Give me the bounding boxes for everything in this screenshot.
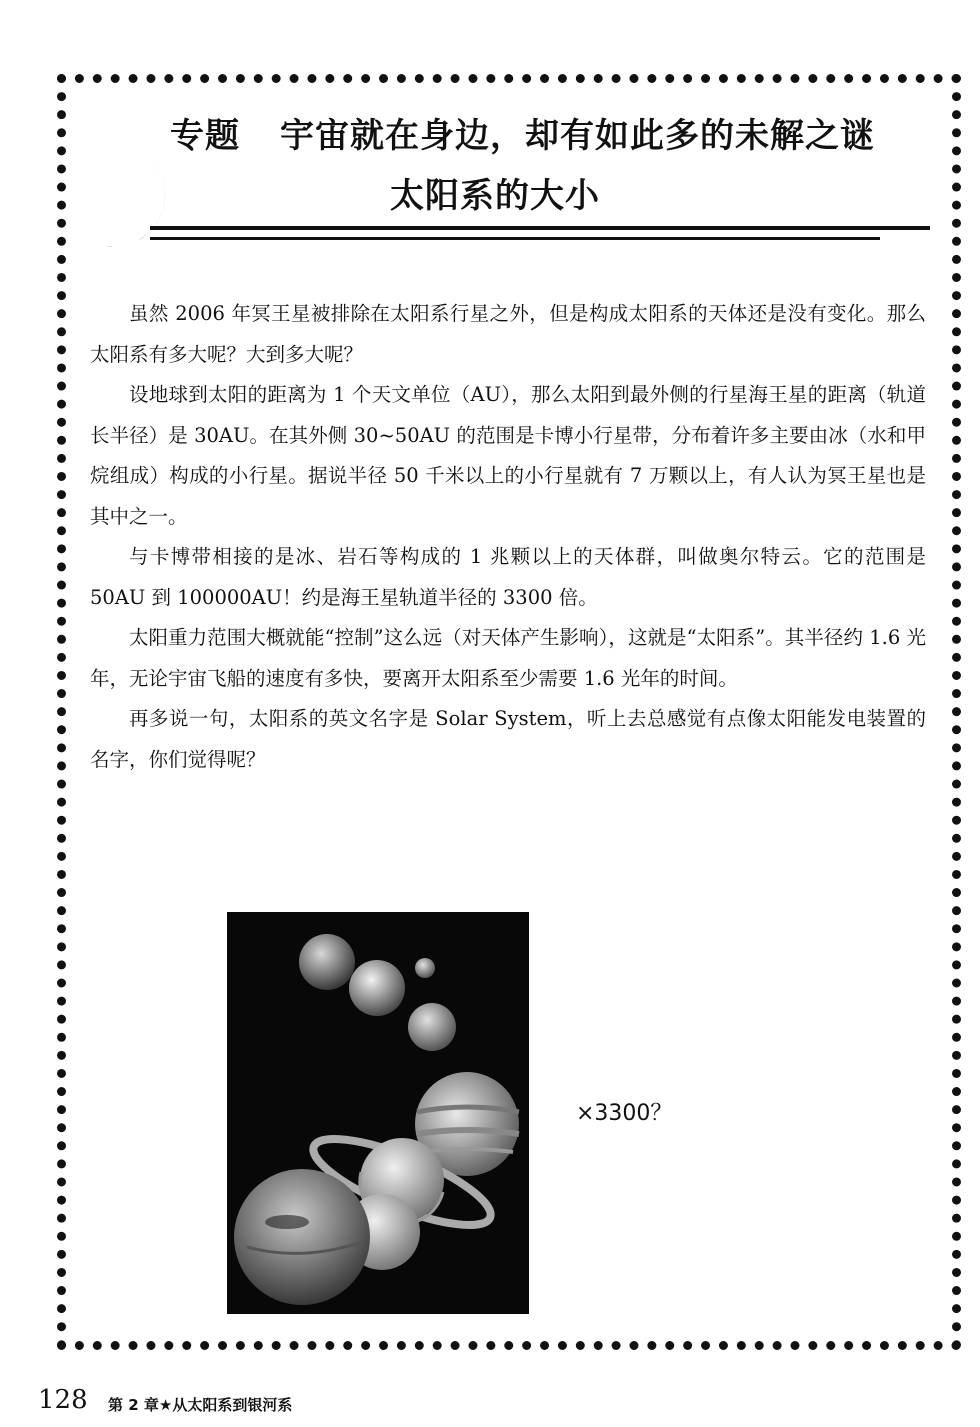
- title-rule-thin: [150, 237, 880, 240]
- article-body: [90, 294, 926, 780]
- page-title: [170, 108, 950, 157]
- paragraph-5: 再多说一句，太阳系的英文名字是 Solar System，听上去总感觉有点像太阳能发电装置的名字，你们觉得呢？: [90, 707, 926, 771]
- paragraph-3: 与卡博带相接的是冰、岩石等构成的 1 兆颗以上的天体群，叫做奥尔特云。它的范围是 50AU 到 100000AU！约是海王星轨道半径的 3300 倍。: [90, 545, 926, 609]
- paragraph-4: 太阳重力范围大概就能“控制”这么远（对天体产生影响），这就是“太阳系”。其半径约 1.6 光年，无论宇宙飞船的速度有多快，要离开太阳系至少需要 1.6 光年的时间。: [90, 626, 926, 690]
- page-number: 128: [38, 1385, 88, 1415]
- mercury-planet: [415, 958, 435, 978]
- figure-caption: ×3300？: [576, 1101, 673, 1126]
- planets-photo: [227, 912, 529, 1314]
- title-rule-thick: [150, 226, 930, 230]
- paragraph-2: 设地球到太阳的距离为 1 个天文单位（AU），那么太阳到最外侧的行星海王星的距离（轨道长半径）是 30AU。在其外侧 30~50AU 的范围是卡博小行星带，分布着许多主要由冰（水和甲烷组成）构成的小行星。据说半径 50 千米以上的小行星就有 7 万颗以上，有人认为冥王星也是其中之一。: [90, 383, 926, 528]
- page-subtitle: 太阳系的大小: [390, 176, 600, 216]
- mars-planet: [299, 934, 355, 990]
- paragraph-1: 虽然 2006 年冥王星被排除在太阳系行星之外，但是构成太阳系的天体还是没有变化。那么太阳系有多大呢？大到多大呢？: [90, 302, 926, 366]
- venus-planet: [408, 1003, 456, 1051]
- chapter-label: 第 2 章★从太阳系到银河系: [108, 1396, 293, 1414]
- neptune-planet: [234, 1169, 370, 1305]
- earth-planet: [349, 960, 405, 1016]
- topic-tag: 专题: [170, 116, 240, 156]
- title-text: 宇宙就在身边，却有如此多的未解之谜: [280, 116, 875, 156]
